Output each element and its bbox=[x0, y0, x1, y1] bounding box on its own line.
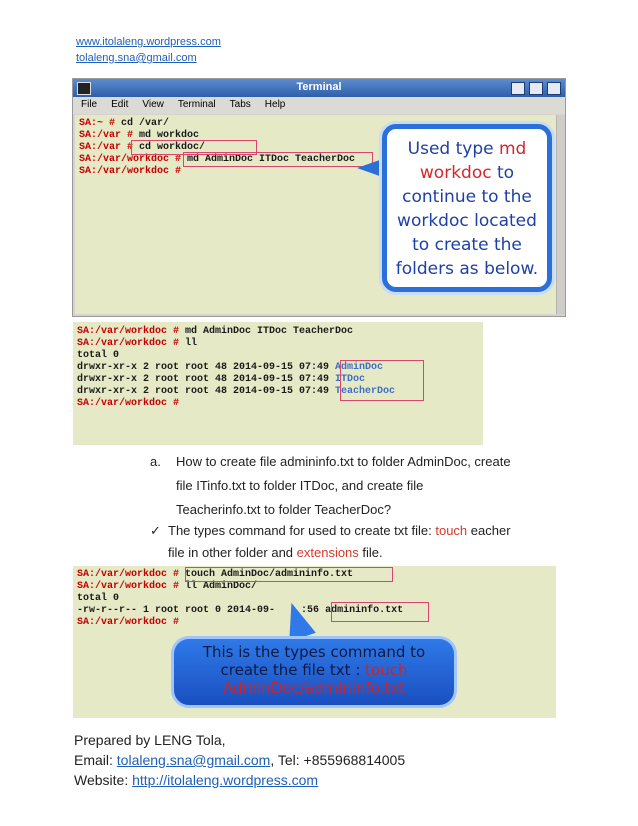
minimize-icon bbox=[511, 82, 525, 95]
terminal-line: SA:/var/workdoc # ll bbox=[77, 338, 198, 349]
close-icon bbox=[547, 82, 561, 95]
maximize-icon bbox=[529, 82, 543, 95]
terminal-line: total 0 bbox=[77, 350, 120, 361]
terminal-line: SA:/var/workdoc # md AdminDoc ITDoc TeacherDoc bbox=[79, 154, 356, 165]
menu-tabs: Tabs bbox=[229, 99, 251, 110]
terminal-line: SA:/var/workdoc # ll AdminDoc/ bbox=[77, 581, 258, 592]
touch-screenshot bbox=[73, 566, 556, 718]
terminal-titlebar bbox=[73, 79, 565, 97]
check-line: file in other folder and extensions file. bbox=[168, 545, 383, 560]
footer-website: Website: http://itolaleng.wordpress.com bbox=[74, 772, 319, 788]
check-line: The types command for used to create txt file: touch eacher bbox=[168, 523, 511, 538]
highlight-box bbox=[340, 360, 424, 401]
menu-terminal: Terminal bbox=[177, 99, 216, 110]
terminal-menubar bbox=[73, 97, 565, 114]
item-a-line: file ITinfo.txt to folder ITDoc, and create file bbox=[176, 478, 424, 493]
terminal-line: SA:/var/workdoc # bbox=[79, 166, 188, 177]
highlight-box bbox=[183, 152, 373, 167]
terminal-line: -rw-r--r-- 1 root root 0 2014-09- :56 admininfo.txt bbox=[77, 605, 404, 616]
terminal-title: Terminal bbox=[296, 81, 342, 93]
item-a-line: Teacherinfo.txt to folder TeacherDoc? bbox=[176, 502, 392, 517]
check-icon: ✓ bbox=[150, 523, 161, 538]
terminal-line: SA:/var/workdoc # bbox=[77, 617, 186, 628]
menu-view: View bbox=[142, 99, 164, 110]
listing-screenshot bbox=[73, 322, 483, 445]
terminal-line: SA:/var # cd workdoc/ bbox=[79, 142, 206, 153]
menu-edit: Edit bbox=[111, 99, 129, 110]
item-a-marker: a. bbox=[150, 454, 161, 469]
terminal-line: SA:/var/workdoc # md AdminDoc ITDoc TeacherDoc bbox=[77, 326, 354, 337]
footer-contact: Email: tolaleng.sna@gmail.com, Tel: +855968814005 bbox=[74, 752, 406, 768]
callout-pointer bbox=[357, 158, 385, 178]
menu-file: File bbox=[81, 99, 98, 110]
terminal-line: SA:/var/workdoc # touch AdminDoc/admininfo.txt bbox=[77, 569, 354, 580]
terminal-line: SA:~ # cd /var/ bbox=[79, 118, 170, 129]
terminal-line: SA:/var # md workdoc bbox=[79, 130, 200, 141]
item-a-line: How to create file admininfo.txt to folder AdminDoc, create bbox=[176, 454, 511, 469]
callout-bubble: This is the types command to create the file txt : touch AdminDoc/admininfo.txt bbox=[171, 636, 457, 708]
footer-website-link[interactable]: http://itolaleng.wordpress.com bbox=[132, 772, 319, 788]
header-email-link[interactable]: tolaleng.sna@gmail.com bbox=[76, 52, 197, 64]
terminal-line: SA:/var/workdoc # bbox=[77, 398, 186, 409]
footer-email-link[interactable]: tolaleng.sna@gmail.com bbox=[116, 752, 271, 768]
terminal-line: drwxr-xr-x 2 root root 48 2014-09-15 07:49 TeacherDoc bbox=[77, 386, 396, 397]
terminal-line: total 0 bbox=[77, 593, 120, 604]
menu-help: Help bbox=[264, 99, 286, 110]
header-site-link[interactable]: www.itolaleng.wordpress.com bbox=[76, 36, 221, 48]
highlight-box bbox=[185, 567, 393, 582]
terminal-line: drwxr-xr-x 2 root root 48 2014-09-15 07:49 AdminDoc bbox=[77, 362, 384, 373]
footer-prepared: Prepared by LENG Tola, bbox=[74, 732, 226, 748]
highlight-box bbox=[331, 602, 429, 622]
terminal-line: drwxr-xr-x 2 root root 48 2014-09-15 07:49 ITDoc bbox=[77, 374, 366, 385]
terminal-scrollbar bbox=[556, 115, 565, 314]
callout-bubble: Used type md workdoc to continue to the workdoc located to create the folders as below. bbox=[382, 124, 552, 292]
